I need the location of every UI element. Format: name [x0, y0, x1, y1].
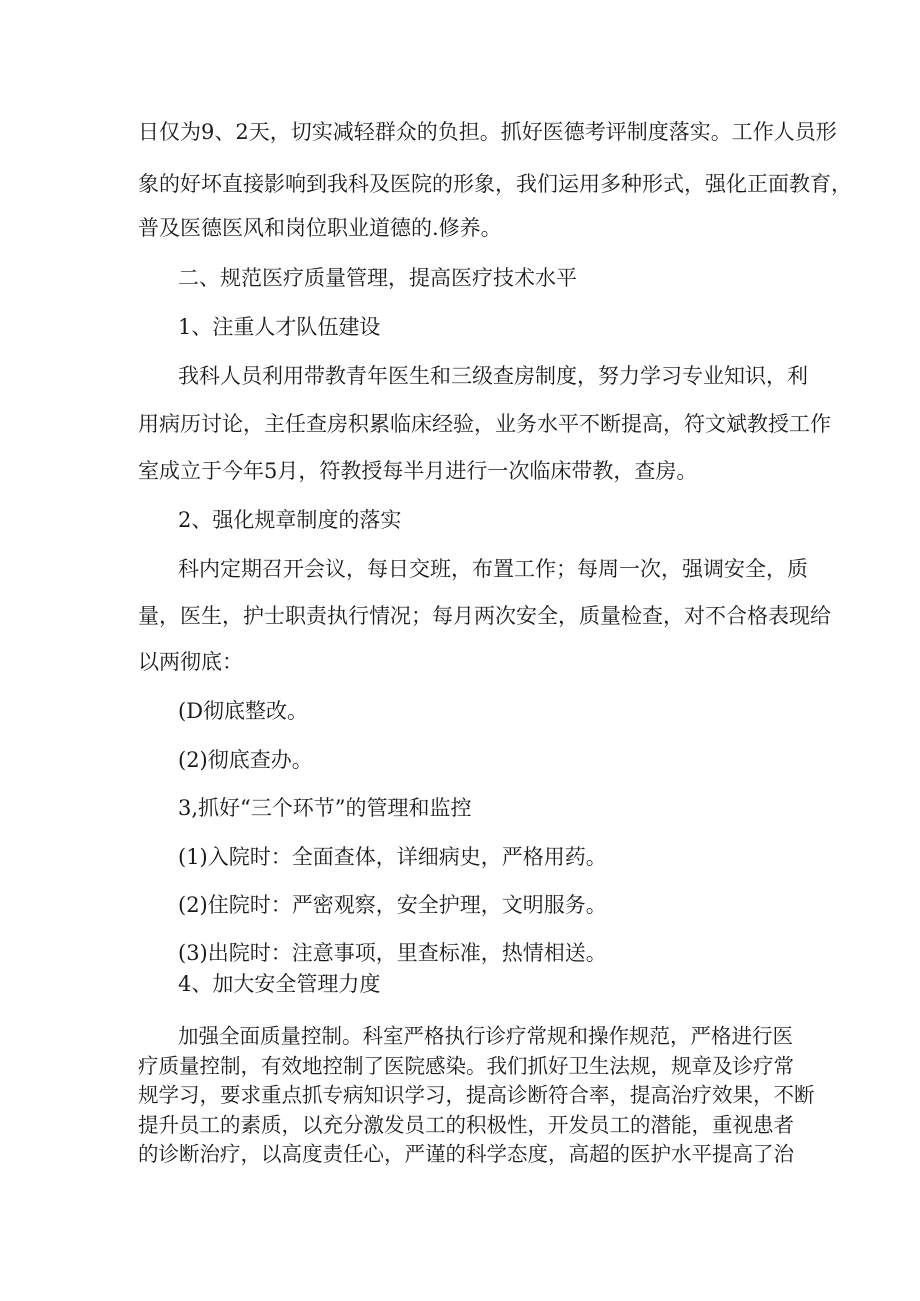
list-item: (1)入院时：全面查体，详细病史，严格用药。 [178, 845, 607, 869]
paragraph-line: 科内定期召开会议，每日交班，布置工作；每周一次，强调安全，质 [178, 557, 808, 581]
paragraph-line: 用病历讨论，主任查房积累临床经验，业务水平不断提高，符文斌教授工作 [138, 412, 831, 436]
subsection-heading: 3,抓好“三个环节”的管理和监控 [178, 796, 472, 820]
subsection-heading: 4、加大安全管理力度 [178, 972, 381, 996]
section-heading: 二、规范医疗质量管理，提高医疗技术水平 [178, 266, 577, 290]
paragraph-line: 规学习，要求重点抓专病知识学习，提高诊断符合率，提高治疗效果，不断 [138, 1083, 815, 1107]
paragraph-line: 提升员工的素质，以充分激发员工的积极性，开发员工的潜能，重视患者 [138, 1113, 794, 1137]
list-item: (3)出院时：注意事项，里查标准，热情相送。 [178, 941, 607, 965]
paragraph-line: 我科人员利用带教青年医生和三级查房制度，努力学习专业知识，利 [178, 364, 808, 388]
paragraph-line: 普及医德医风和岗位职业道德的.修养。 [138, 216, 502, 240]
paragraph-line: 加强全面质量控制。科室严格执行诊疗常规和操作规范，严格进行医 [178, 1024, 793, 1048]
paragraph-line: 量，医生，护士职责执行情况；每月两次安全，质量检查，对不合格表现给 [138, 604, 831, 628]
subsection-heading: 2、强化规章制度的落实 [178, 508, 402, 532]
list-item: (2)彻底查办。 [178, 748, 313, 772]
subsection-heading: 1、注重人才队伍建设 [178, 315, 381, 339]
paragraph-line: 室成立于今年5月，符教授每半月进行一次临床带教，查房。 [138, 459, 698, 483]
list-item: (D彻底整改。 [178, 699, 309, 723]
paragraph-line: 日仅为9、2天，切实减轻群众的负担。抓好医德考评制度落实。工作人员形 [138, 120, 837, 144]
paragraph-line: 以两彻底： [138, 650, 243, 674]
paragraph-line: 象的好坏直接影响到我科及医院的形象，我们运用多种形式，强化正面教育， [138, 172, 852, 196]
paragraph-line: 疗质量控制，有效地控制了医院感染。我们抓好卫生法规，规章及诊疗常 [138, 1054, 794, 1078]
list-item: (2)住院时：严密观察，安全护理，文明服务。 [178, 893, 607, 917]
paragraph-line: 的诊断治疗，以高度责任心，严谨的科学态度，高超的医护水平提高了治 [138, 1142, 794, 1166]
